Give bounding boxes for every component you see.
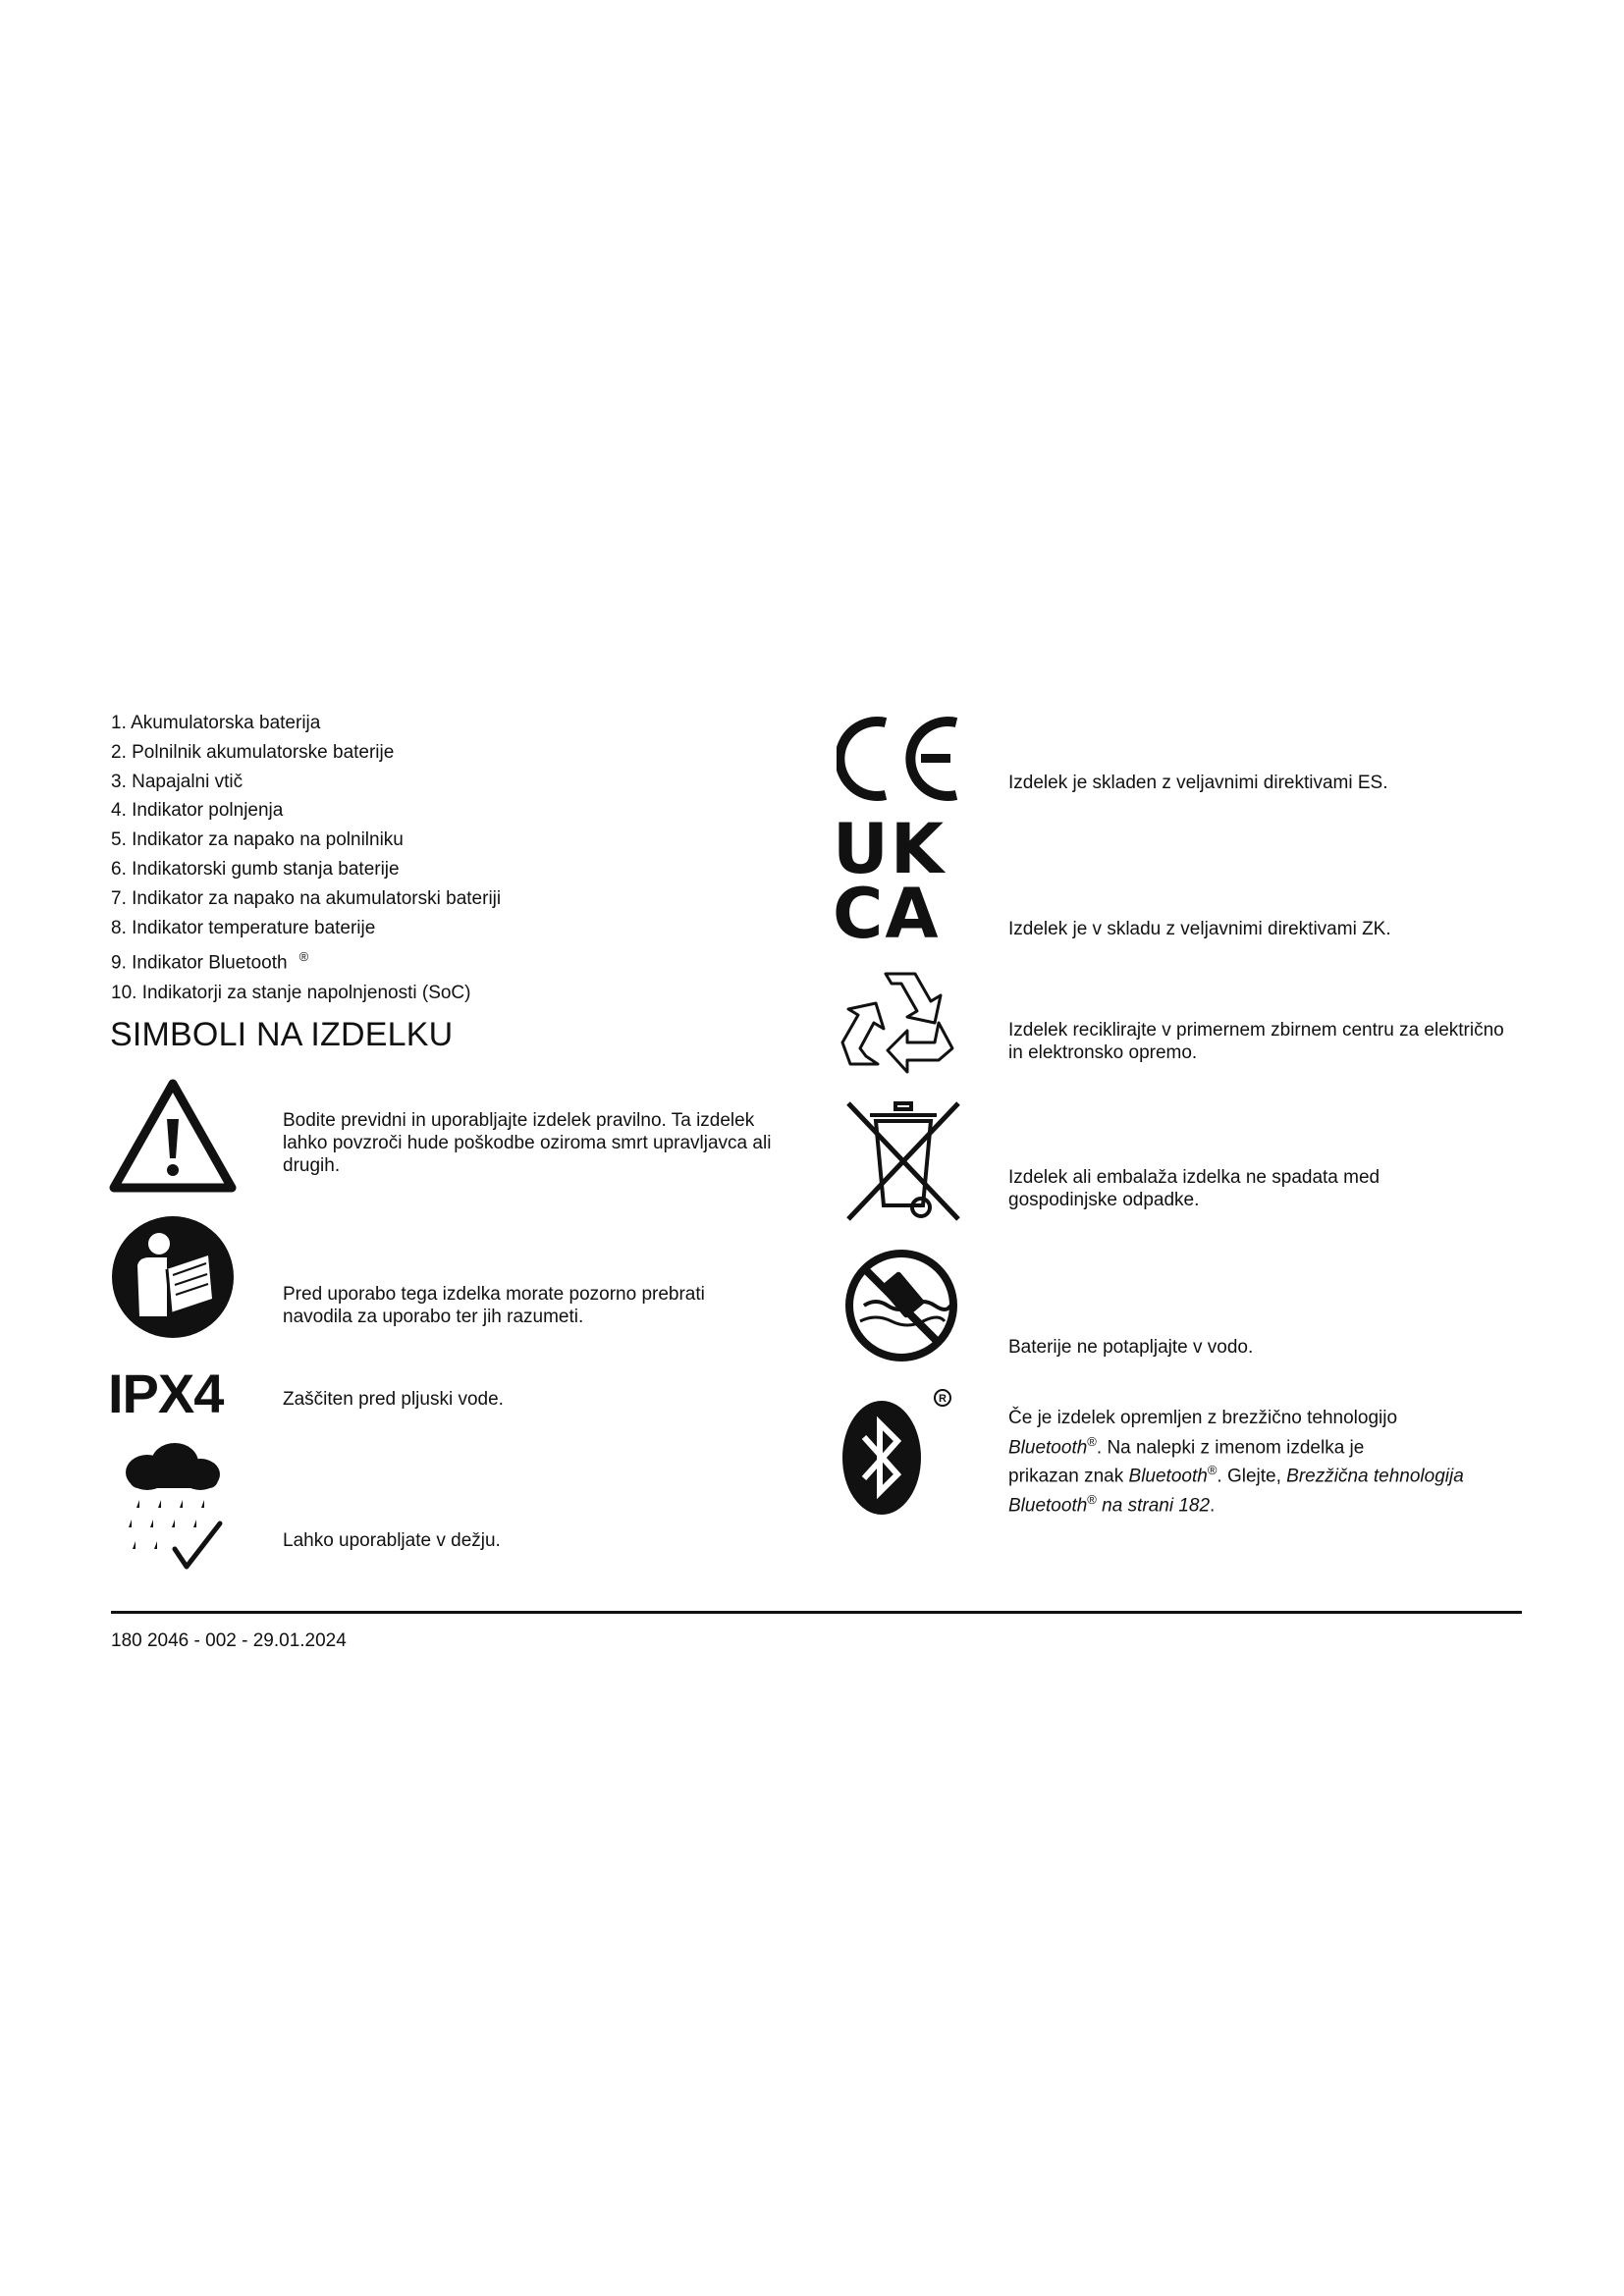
list-item: 2. Polnilnik akumulatorske baterije — [111, 741, 395, 763]
section-heading: SIMBOLI NA IZDELKU — [110, 1016, 454, 1053]
weee-description: Izdelek ali embalaža izdelka ne spadata med gospodinjske odpadke. — [1008, 1167, 1380, 1210]
bluetooth-line-4: Bluetooth® na strani 182. — [1008, 1492, 1216, 1517]
warning-icon — [108, 1078, 238, 1194]
footer-divider — [111, 1611, 1522, 1614]
read-manual-icon — [110, 1214, 236, 1340]
no-water-description: Baterije ne potapljajte v vodo. — [1008, 1337, 1254, 1358]
component-list — [111, 709, 501, 1007]
recycle-description: Izdelek reciklirajte v primernem zbirnem centru za električno in elektronsko opremo. — [1008, 1020, 1504, 1063]
ipx4-label: IPX4 — [108, 1362, 224, 1424]
read-manual-description: Pred uporabo tega izdelka morate pozorno prebrati navodila za uporabo ter jih razumeti. — [283, 1284, 705, 1327]
svg-text:R: R — [939, 1393, 947, 1405]
bluetooth-line-3: prikazan znak Bluetooth®. Glejte, Brezžična tehnologija — [1008, 1463, 1464, 1487]
list-item: 9. Indikator Bluetooth ® — [111, 949, 309, 974]
list-item: 7. Indikator za napako na akumulatorski bateriji — [111, 887, 502, 909]
weee-bin-icon — [842, 1097, 964, 1225]
bluetooth-icon — [837, 1386, 954, 1518]
bluetooth-description — [1008, 1407, 1519, 1518]
list-item: 4. Indikator polnjenja — [111, 800, 284, 822]
rain-icon — [110, 1441, 232, 1575]
list-item: 8. Indikator temperature baterije — [111, 917, 376, 938]
list-item: 6. Indikatorski gumb stanja baterije — [111, 858, 400, 880]
ukca-line-1: UK — [833, 809, 947, 889]
ukca-description: Izdelek je v skladu z veljavnimi direktivami ZK. — [1008, 919, 1391, 939]
list-item: 1. Akumulatorska baterija — [111, 713, 321, 733]
bluetooth-line-2: Bluetooth®. Na nalepki z imenom izdelka je — [1008, 1433, 1365, 1458]
list-item: 10. Indikatorji za stanje napolnjenosti (SoC) — [111, 982, 471, 1003]
list-item: 5. Indikator za napako na polnilniku — [111, 829, 404, 851]
registered-mark: ® — [298, 949, 309, 965]
warning-description: Bodite previdni in uporabljajte izdelek pravilno. Ta izdelek lahko povzroči hude poškodbe oziroma smrt upravljavca ali drugih. — [283, 1110, 772, 1176]
bluetooth-line-1: Če je izdelek opremljen z brezžično tehnologijo — [1008, 1408, 1398, 1428]
ukca-line-2: CA — [833, 874, 941, 954]
ukca-mark-icon — [833, 809, 970, 954]
ce-description: Izdelek je skladen z veljavnimi direktivami ES. — [1008, 773, 1388, 793]
recycle-icon — [837, 966, 964, 1076]
document-footer: 180 2046 - 002 - 29.01.2024 — [111, 1630, 347, 1651]
rain-description: Lahko uporabljate v dežju. — [283, 1530, 501, 1551]
list-item: 3. Napajalni vtič — [111, 771, 244, 792]
no-water-icon — [842, 1247, 960, 1364]
ipx4-description: Zaščiten pred pljuski vode. — [283, 1389, 504, 1410]
ce-mark-icon — [837, 715, 966, 803]
